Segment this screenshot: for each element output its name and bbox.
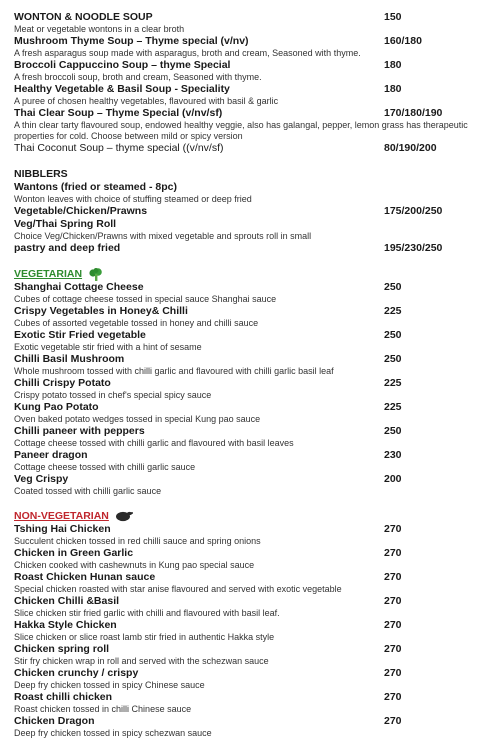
item-price: 180: [384, 83, 402, 95]
item-name: Hakka Style Chicken: [14, 619, 117, 631]
item-name: Mushroom Thyme Soup – Thyme special (v/nv): [14, 35, 249, 47]
item-price: 270: [384, 643, 402, 655]
menu-item: [14, 473, 476, 486]
menu-item: [14, 401, 476, 414]
item-desc: Oven baked potato wedges tossed in special Kung pao sauce: [14, 414, 261, 424]
item-desc: A fresh broccoli soup, broth and cream, Seasoned with thyme.: [14, 72, 262, 82]
item-price: 200: [384, 473, 402, 485]
menu-item: [14, 353, 476, 366]
item-price: 160/180: [384, 35, 422, 47]
item-desc: Whole mushroom tossed with chilli garlic and flavoured with chilli garlic basil leaf: [14, 366, 334, 376]
menu-item: [14, 281, 476, 294]
nonveg-heading: [14, 510, 476, 523]
item-price: 250: [384, 353, 402, 365]
item-name: Chicken Chilli &Basil: [14, 595, 120, 607]
item-name: Roast Chicken Hunan sauce: [14, 571, 156, 583]
item-desc: Deep fry chicken tossed in spicy schezwan sauce: [14, 728, 212, 738]
nonveg-section: [14, 510, 476, 739]
item-name: Chicken crunchy / crispy: [14, 667, 139, 679]
item-price: 270: [384, 523, 402, 535]
vegetarian-heading: [14, 268, 476, 281]
menu-item: [14, 449, 476, 462]
item-desc: Cubes of cottage cheese tossed in special sauce Shanghai sauce: [14, 294, 277, 304]
item-price: 250: [384, 329, 402, 341]
vegetarian-section: [14, 268, 476, 497]
item-name: Chilli Crispy Potato: [14, 377, 111, 389]
menu-item: [14, 107, 476, 120]
roast-chicken-icon: [115, 510, 131, 523]
item-name: Paneer dragon: [14, 449, 88, 461]
item-price: 225: [384, 377, 402, 389]
item-desc: Slice chicken or slice roast lamb stir fried in authentic Hakka style: [14, 632, 275, 642]
item-desc: Cubes of assorted vegetable tossed in honey and chilli sauce: [14, 318, 259, 328]
item-name: Kung Pao Potato: [14, 401, 99, 413]
item-name: Chicken in Green Garlic: [14, 547, 134, 559]
menu-item: [14, 667, 476, 680]
item-price: 180: [384, 59, 402, 71]
item-name: Exotic Stir Fried vegetable: [14, 329, 146, 341]
item-price: 270: [384, 667, 402, 679]
menu-item: [14, 619, 476, 632]
item-name: Chicken spring roll: [14, 643, 110, 655]
menu-item: [14, 35, 476, 48]
item-desc: Deep fry chicken tossed in spicy Chinese sauce: [14, 680, 205, 690]
item-name: Crispy Vegetables in Honey& Chilli: [14, 305, 188, 317]
item-price: 270: [384, 547, 402, 559]
item-name: Chicken Dragon: [14, 715, 95, 727]
menu-item: [14, 242, 476, 255]
item-price: 225: [384, 401, 402, 413]
item-price: 170/180/190: [384, 107, 443, 119]
item-desc: Crispy potato tossed in chef's special spicy sauce: [14, 390, 212, 400]
menu-item: [14, 691, 476, 704]
item-desc: Roast chicken tossed in chilli Chinese sauce: [14, 704, 192, 714]
item-name: Chilli Basil Mushroom: [14, 353, 125, 365]
item-price: 270: [384, 691, 402, 703]
item-price: 270: [384, 619, 402, 631]
item-desc: Slice chicken stir fried garlic with chilli and flavoured with basil leaf.: [14, 608, 280, 618]
item-name: Wantons (fried or steamed - 8pc): [14, 181, 177, 193]
menu-item: [14, 523, 476, 536]
soup-section: [14, 11, 476, 155]
item-desc: A puree of chosen healthy vegetables, flavoured with basil & garlic: [14, 96, 279, 106]
item-variant: Vegetable/Chicken/Prawns: [14, 205, 148, 217]
item-desc: Meat or vegetable wontons in a clear broth: [14, 24, 185, 34]
item-name: Thai Coconut Soup – thyme special ((v/nv/sf): [14, 142, 224, 154]
item-price: 195/230/250: [384, 242, 443, 254]
menu-item: [14, 377, 476, 390]
item-desc: Cottage cheese tossed with chilli garlic sauce: [14, 462, 196, 472]
item-desc: Succulent chicken tossed in red chilli sauce and spring onions: [14, 536, 261, 546]
broccoli-icon: [88, 268, 104, 281]
item-desc: Coated tossed with chilli garlic sauce: [14, 486, 162, 496]
menu-item: [14, 305, 476, 318]
item-desc: A fresh asparagus soup made with asparagus, broth and cream, Seasoned with thyme.: [14, 48, 361, 58]
soup-heading-row: [14, 11, 476, 24]
item-name: Veg Crispy: [14, 473, 69, 485]
item-price: 175/200/250: [384, 205, 443, 217]
item-desc: A thin clear tarty flavoured soup, endowed healthy veggie, also has galangal, pepper, lemon grass has therapeutic properties for cold. Choose between mild or spicy version: [14, 120, 468, 141]
menu-item: [14, 547, 476, 560]
item-price: 250: [384, 281, 402, 293]
menu-item: [14, 425, 476, 438]
item-price: 80/190/200: [384, 142, 437, 154]
nibblers-heading: NIBBLERS: [14, 168, 68, 180]
item-name: Shanghai Cottage Cheese: [14, 281, 144, 293]
item-name: Healthy Vegetable & Basil Soup - Speciality: [14, 83, 230, 95]
menu-item: [14, 595, 476, 608]
menu-item: [14, 59, 476, 72]
item-name: Roast chilli chicken: [14, 691, 113, 703]
item-desc: Stir fry chicken wrap in roll and served with the schezwan sauce: [14, 656, 269, 666]
menu-item: [14, 83, 476, 96]
menu-item: [14, 329, 476, 342]
item-desc: Choice Veg/Chicken/Prawns with mixed vegetable and sprouts roll in small: [14, 231, 312, 241]
menu-item: [14, 715, 476, 728]
item-name: Veg/Thai Spring Roll: [14, 218, 117, 230]
item-variant: pastry and deep fried: [14, 242, 121, 254]
item-desc: Wonton leaves with choice of stuffing steamed or deep fried: [14, 194, 252, 204]
vegetarian-heading-text: VEGETARIAN: [14, 268, 83, 280]
soup-heading-price: 150: [384, 11, 402, 23]
item-desc: Special chicken roasted with star anise flavoured and served with exotic vegetable: [14, 584, 342, 594]
menu-item: [14, 571, 476, 584]
item-price: 230: [384, 449, 402, 461]
nibblers-section: [14, 168, 476, 255]
item-price: 270: [384, 715, 402, 727]
soup-heading: WONTON & NOODLE SOUP: [14, 11, 153, 23]
menu-item: [14, 205, 476, 218]
menu-item: [14, 142, 476, 155]
item-desc: Chicken cooked with cashewnuts in Kung pao special sauce: [14, 560, 255, 570]
item-name: Broccoli Cappuccino Soup – thyme Special: [14, 59, 231, 71]
item-price: 225: [384, 305, 402, 317]
item-price: 270: [384, 595, 402, 607]
item-desc: Cottage cheese tossed with chilli garlic and flavoured with basil leaves: [14, 438, 294, 448]
item-name: Thai Clear Soup – Thyme Special (v/nv/sf): [14, 107, 223, 119]
item-name: Tshing Hai Chicken: [14, 523, 111, 535]
nonveg-heading-text: NON-VEGETARIAN: [14, 510, 109, 522]
item-price: 270: [384, 571, 402, 583]
item-desc: Exotic vegetable stir fried with a hint of sesame: [14, 342, 202, 352]
item-name: Chilli paneer with peppers: [14, 425, 145, 437]
menu-item: [14, 643, 476, 656]
item-price: 250: [384, 425, 402, 437]
